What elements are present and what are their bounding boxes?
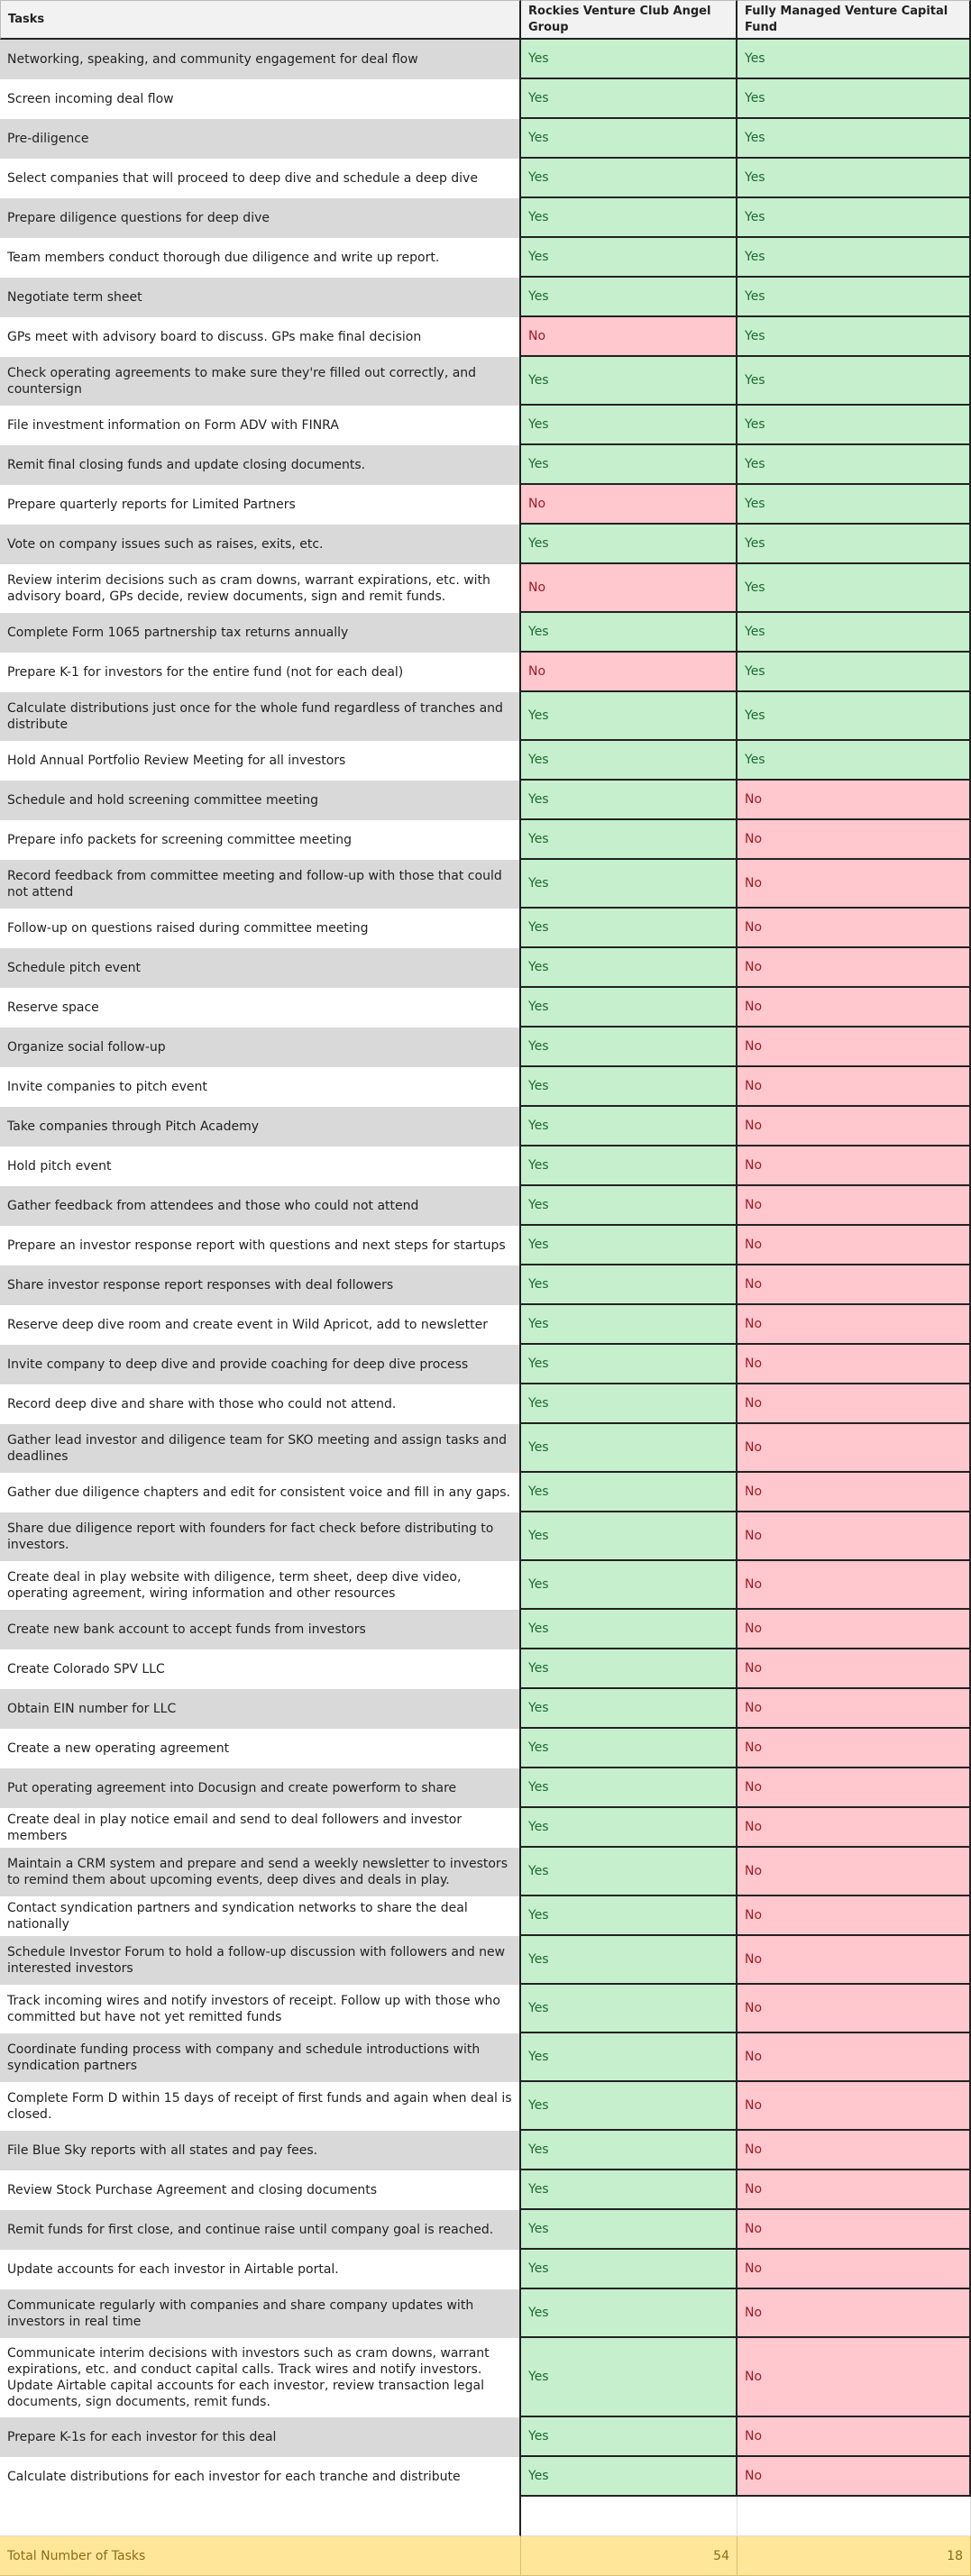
fund-cell: No xyxy=(737,1265,971,1305)
table-row xyxy=(0,238,971,278)
fund-cell: No xyxy=(737,1107,971,1146)
fund-cell: No xyxy=(737,1689,971,1729)
table-row xyxy=(0,2289,971,2338)
table-row xyxy=(0,820,971,860)
task-cell: Schedule pitch event xyxy=(0,948,521,988)
table-row xyxy=(0,198,971,238)
fund-cell: No xyxy=(737,1384,971,1424)
blank-cell xyxy=(521,2497,737,2536)
task-cell: Vote on company issues such as raises, exits, etc. xyxy=(0,525,521,564)
task-cell: Create deal in play notice email and send to deal followers and investor members xyxy=(0,1808,521,1848)
table-row xyxy=(0,1729,971,1768)
fund-cell: Yes xyxy=(737,613,971,653)
task-cell: Pre-diligence xyxy=(0,119,521,159)
task-cell: Negotiate term sheet xyxy=(0,278,521,317)
table-row xyxy=(0,1028,971,1067)
task-cell: Gather feedback from attendees and those who could not attend xyxy=(0,1186,521,1226)
fund-cell: No xyxy=(737,2033,971,2082)
task-cell: Share investor response report responses with deal followers xyxy=(0,1265,521,1305)
task-cell: Contact syndication partners and syndication networks to share the deal nationally xyxy=(0,1896,521,1936)
task-cell: Record feedback from committee meeting and follow-up with those that could not attend xyxy=(0,860,521,909)
task-cell: File Blue Sky reports with all states and pay fees. xyxy=(0,2131,521,2170)
task-cell: Prepare an investor response report with questions and next steps for startups xyxy=(0,1226,521,1265)
table-row xyxy=(0,1384,971,1424)
blank-cell xyxy=(737,2497,971,2536)
rvc-cell: Yes xyxy=(521,159,737,198)
task-cell: Networking, speaking, and community engagement for deal flow xyxy=(0,40,521,79)
rvc-cell: Yes xyxy=(521,1512,737,1561)
rvc-cell: Yes xyxy=(521,613,737,653)
fund-cell: No xyxy=(737,1067,971,1107)
task-cell: Calculate distributions just once for the whole fund regardless of tranches and distribute xyxy=(0,692,521,741)
rvc-cell: Yes xyxy=(521,1936,737,1985)
table-row xyxy=(0,1146,971,1186)
table-row xyxy=(0,278,971,317)
rvc-cell: Yes xyxy=(521,1561,737,1610)
blank-cell xyxy=(0,2497,521,2536)
task-cell: Invite company to deep dive and provide coaching for deep dive process xyxy=(0,1345,521,1384)
table-row xyxy=(0,1067,971,1107)
rvc-cell: Yes xyxy=(521,1649,737,1689)
table-row xyxy=(0,564,971,613)
task-cell: Track incoming wires and notify investors of receipt. Follow up with those who committed but have not yet remitted funds xyxy=(0,1985,521,2033)
table-row xyxy=(0,119,971,159)
task-cell: Team members conduct thorough due diligence and write up report. xyxy=(0,238,521,278)
fund-cell: No xyxy=(737,1305,971,1345)
rvc-cell: Yes xyxy=(521,1610,737,1649)
table-row xyxy=(0,485,971,525)
fund-cell: No xyxy=(737,2210,971,2250)
task-cell: Create new bank account to accept funds from investors xyxy=(0,1610,521,1649)
table-row xyxy=(0,860,971,909)
fund-cell: Yes xyxy=(737,198,971,238)
table-row xyxy=(0,1561,971,1610)
table-row xyxy=(0,406,971,445)
task-cell: Screen incoming deal flow xyxy=(0,79,521,119)
rvc-cell: Yes xyxy=(521,692,737,741)
fund-cell: Yes xyxy=(737,741,971,781)
rvc-cell: Yes xyxy=(521,1896,737,1936)
rvc-cell: Yes xyxy=(521,445,737,485)
rvc-cell: Yes xyxy=(521,1985,737,2033)
rvc-cell: Yes xyxy=(521,1424,737,1473)
rvc-cell: Yes xyxy=(521,781,737,820)
task-cell: Obtain EIN number for LLC xyxy=(0,1689,521,1729)
fund-cell: No xyxy=(737,1424,971,1473)
rvc-cell: Yes xyxy=(521,1107,737,1146)
table-header-row xyxy=(0,0,971,40)
task-cell: Prepare quarterly reports for Limited Partners xyxy=(0,485,521,525)
table-row xyxy=(0,1424,971,1473)
task-cell: Share due diligence report with founders for fact check before distributing to investors. xyxy=(0,1512,521,1561)
table-row xyxy=(0,1265,971,1305)
total-row xyxy=(0,2536,971,2576)
rvc-cell: Yes xyxy=(521,40,737,79)
fund-cell: Yes xyxy=(737,278,971,317)
task-cell: Communicate regularly with companies and share company updates with investors in real time xyxy=(0,2289,521,2338)
fund-cell: No xyxy=(737,2417,971,2457)
rvc-cell: Yes xyxy=(521,1186,737,1226)
fund-cell: No xyxy=(737,781,971,820)
fund-cell: No xyxy=(737,1186,971,1226)
fund-cell: No xyxy=(737,2131,971,2170)
table-row xyxy=(0,1768,971,1808)
task-cell: Create deal in play website with diligence, term sheet, deep dive video, operating agreement, wiring information and other resources xyxy=(0,1561,521,1610)
rvc-cell: Yes xyxy=(521,988,737,1028)
blank-row xyxy=(0,2497,971,2536)
task-cell: Take companies through Pitch Academy xyxy=(0,1107,521,1146)
rvc-cell: No xyxy=(521,485,737,525)
task-cell: Prepare K-1 for investors for the entire fund (not for each deal) xyxy=(0,653,521,692)
task-cell: Gather due diligence chapters and edit for consistent voice and fill in any gaps. xyxy=(0,1473,521,1512)
fund-cell: No xyxy=(737,2457,971,2497)
rvc-cell: Yes xyxy=(521,1384,737,1424)
task-cell: Review interim decisions such as cram downs, warrant expirations, etc. with advisory board, GPs decide, review documents, sign and remit funds. xyxy=(0,564,521,613)
table-row xyxy=(0,741,971,781)
table-row xyxy=(0,1936,971,1985)
fund-cell: Yes xyxy=(737,119,971,159)
table-row xyxy=(0,1808,971,1848)
rvc-cell: Yes xyxy=(521,2338,737,2417)
fund-cell: Yes xyxy=(737,485,971,525)
task-cell: Reserve deep dive room and create event in Wild Apricot, add to newsletter xyxy=(0,1305,521,1345)
fund-cell: No xyxy=(737,2250,971,2289)
header-fund: Fully Managed Venture Capital Fund xyxy=(737,0,971,40)
task-cell: Hold Annual Portfolio Review Meeting for all investors xyxy=(0,741,521,781)
rvc-cell: Yes xyxy=(521,1146,737,1186)
table-row xyxy=(0,2082,971,2131)
fund-cell: No xyxy=(737,1649,971,1689)
table-row xyxy=(0,988,971,1028)
fund-cell: No xyxy=(737,1985,971,2033)
table-row xyxy=(0,1107,971,1146)
rvc-cell: Yes xyxy=(521,1305,737,1345)
rvc-cell: Yes xyxy=(521,860,737,909)
fund-cell: Yes xyxy=(737,317,971,357)
fund-cell: No xyxy=(737,1768,971,1808)
task-cell: Calculate distributions for each investor for each tranche and distribute xyxy=(0,2457,521,2497)
fund-cell: Yes xyxy=(737,40,971,79)
table-row xyxy=(0,653,971,692)
fund-cell: No xyxy=(737,860,971,909)
total-label: Total Number of Tasks xyxy=(0,2536,521,2576)
rvc-cell: Yes xyxy=(521,2170,737,2210)
fund-cell: Yes xyxy=(737,406,971,445)
fund-cell: Yes xyxy=(737,692,971,741)
fund-cell: No xyxy=(737,1808,971,1848)
rvc-cell: Yes xyxy=(521,1808,737,1848)
task-cell: Coordinate funding process with company and schedule introductions with syndication partners xyxy=(0,2033,521,2082)
rvc-cell: Yes xyxy=(521,406,737,445)
rvc-cell: Yes xyxy=(521,357,737,406)
table-row xyxy=(0,781,971,820)
task-cell: Create a new operating agreement xyxy=(0,1729,521,1768)
rvc-cell: Yes xyxy=(521,1265,737,1305)
task-cell: Remit final closing funds and update closing documents. xyxy=(0,445,521,485)
fund-cell: Yes xyxy=(737,159,971,198)
table-row xyxy=(0,1226,971,1265)
fund-cell: No xyxy=(737,2338,971,2417)
table-row xyxy=(0,525,971,564)
table-row xyxy=(0,1985,971,2033)
fund-cell: Yes xyxy=(737,564,971,613)
rvc-cell: Yes xyxy=(521,238,737,278)
task-cell: Review Stock Purchase Agreement and closing documents xyxy=(0,2170,521,2210)
rvc-cell: Yes xyxy=(521,1226,737,1265)
fund-cell: No xyxy=(737,1610,971,1649)
fund-cell: No xyxy=(737,1028,971,1067)
table-row xyxy=(0,40,971,79)
rvc-cell: Yes xyxy=(521,1848,737,1896)
rvc-cell: Yes xyxy=(521,820,737,860)
rvc-cell: Yes xyxy=(521,741,737,781)
task-cell: Communicate interim decisions with investors such as cram downs, warrant expirations, etc. and conduct capital calls. Track wires and notify investors. Update Airtable capital accounts for each investor, review transaction legal documents, sign documents, remit funds. xyxy=(0,2338,521,2417)
rvc-cell: Yes xyxy=(521,2033,737,2082)
table-row xyxy=(0,613,971,653)
rvc-cell: Yes xyxy=(521,119,737,159)
rvc-cell: No xyxy=(521,317,737,357)
rvc-cell: Yes xyxy=(521,1345,737,1384)
task-cell: Hold pitch event xyxy=(0,1146,521,1186)
fund-cell: No xyxy=(737,1896,971,1936)
rvc-cell: Yes xyxy=(521,1028,737,1067)
table-row xyxy=(0,2131,971,2170)
task-cell: Organize social follow-up xyxy=(0,1028,521,1067)
rvc-cell: Yes xyxy=(521,2417,737,2457)
total-rvc-count: 54 xyxy=(521,2536,737,2576)
task-cell: Reserve space xyxy=(0,988,521,1028)
task-cell: Prepare K-1s for each investor for this deal xyxy=(0,2417,521,2457)
task-cell: Select companies that will proceed to deep dive and schedule a deep dive xyxy=(0,159,521,198)
table-row xyxy=(0,1896,971,1936)
fund-cell: No xyxy=(737,1226,971,1265)
task-cell: Record deep dive and share with those who could not attend. xyxy=(0,1384,521,1424)
task-cell: Complete Form D within 15 days of receipt of first funds and again when deal is closed. xyxy=(0,2082,521,2131)
rvc-cell: Yes xyxy=(521,1689,737,1729)
table-row xyxy=(0,948,971,988)
rvc-cell: Yes xyxy=(521,2131,737,2170)
table-row xyxy=(0,1186,971,1226)
table-row xyxy=(0,1473,971,1512)
fund-cell: No xyxy=(737,820,971,860)
rvc-cell: Yes xyxy=(521,2210,737,2250)
fund-cell: Yes xyxy=(737,445,971,485)
table-row xyxy=(0,317,971,357)
fund-cell: No xyxy=(737,2289,971,2338)
task-cell: Remit funds for first close, and continue raise until company goal is reached. xyxy=(0,2210,521,2250)
table-row xyxy=(0,2210,971,2250)
rvc-cell: Yes xyxy=(521,525,737,564)
table-row xyxy=(0,2338,971,2417)
table-row xyxy=(0,79,971,119)
rvc-cell: Yes xyxy=(521,2289,737,2338)
fund-cell: Yes xyxy=(737,653,971,692)
table-row xyxy=(0,2417,971,2457)
table-row xyxy=(0,1649,971,1689)
fund-cell: Yes xyxy=(737,525,971,564)
rvc-cell: Yes xyxy=(521,1729,737,1768)
table-row xyxy=(0,1345,971,1384)
fund-cell: No xyxy=(737,2170,971,2210)
task-cell: Schedule and hold screening committee meeting xyxy=(0,781,521,820)
task-cell: GPs meet with advisory board to discuss. GPs make final decision xyxy=(0,317,521,357)
rvc-cell: Yes xyxy=(521,2457,737,2497)
task-cell: Prepare info packets for screening committee meeting xyxy=(0,820,521,860)
task-cell: Create Colorado SPV LLC xyxy=(0,1649,521,1689)
fund-cell: No xyxy=(737,1936,971,1985)
total-fund-count: 18 xyxy=(737,2536,971,2576)
table-row xyxy=(0,445,971,485)
fund-cell: Yes xyxy=(737,357,971,406)
task-cell: Complete Form 1065 partnership tax returns annually xyxy=(0,613,521,653)
rvc-cell: Yes xyxy=(521,1768,737,1808)
table-row xyxy=(0,909,971,948)
fund-cell: Yes xyxy=(737,238,971,278)
fund-cell: No xyxy=(737,1473,971,1512)
fund-cell: No xyxy=(737,2082,971,2131)
rvc-cell: Yes xyxy=(521,278,737,317)
fund-cell: No xyxy=(737,1512,971,1561)
table-row xyxy=(0,2170,971,2210)
fund-cell: No xyxy=(737,1729,971,1768)
task-cell: Gather lead investor and diligence team for SKO meeting and assign tasks and deadlines xyxy=(0,1424,521,1473)
table-row xyxy=(0,2250,971,2289)
task-cell: Update accounts for each investor in Airtable portal. xyxy=(0,2250,521,2289)
fund-cell: No xyxy=(737,1345,971,1384)
table-row xyxy=(0,692,971,741)
task-cell: Put operating agreement into Docusign and create powerform to share xyxy=(0,1768,521,1808)
task-cell: Check operating agreements to make sure they're filled out correctly, and countersign xyxy=(0,357,521,406)
fund-cell: No xyxy=(737,1146,971,1186)
fund-cell: No xyxy=(737,1561,971,1610)
table-row xyxy=(0,159,971,198)
fund-cell: No xyxy=(737,909,971,948)
rvc-cell: Yes xyxy=(521,1473,737,1512)
table-row xyxy=(0,1512,971,1561)
rvc-cell: Yes xyxy=(521,2250,737,2289)
task-cell: File investment information on Form ADV with FINRA xyxy=(0,406,521,445)
task-cell: Maintain a CRM system and prepare and send a weekly newsletter to investors to remind them about upcoming events, deep dives and deals in play. xyxy=(0,1848,521,1896)
task-cell: Invite companies to pitch event xyxy=(0,1067,521,1107)
task-cell: Prepare diligence questions for deep dive xyxy=(0,198,521,238)
table-row xyxy=(0,1610,971,1649)
table-row xyxy=(0,357,971,406)
rvc-cell: Yes xyxy=(521,198,737,238)
table-row xyxy=(0,1689,971,1729)
task-cell: Schedule Investor Forum to hold a follow-up discussion with followers and new interested investors xyxy=(0,1936,521,1985)
fund-cell: No xyxy=(737,1848,971,1896)
rvc-cell: No xyxy=(521,653,737,692)
header-rvc: Rockies Venture Club Angel Group xyxy=(521,0,737,40)
rvc-cell: Yes xyxy=(521,909,737,948)
rvc-cell: Yes xyxy=(521,79,737,119)
table-row xyxy=(0,1848,971,1896)
table-row xyxy=(0,2457,971,2497)
fund-cell: No xyxy=(737,988,971,1028)
table-row xyxy=(0,2033,971,2082)
rvc-cell: Yes xyxy=(521,948,737,988)
task-cell: Follow-up on questions raised during committee meeting xyxy=(0,909,521,948)
rvc-cell: No xyxy=(521,564,737,613)
table-row xyxy=(0,1305,971,1345)
header-tasks: Tasks xyxy=(0,0,521,40)
fund-cell: Yes xyxy=(737,79,971,119)
rvc-cell: Yes xyxy=(521,1067,737,1107)
rvc-cell: Yes xyxy=(521,2082,737,2131)
fund-cell: No xyxy=(737,948,971,988)
